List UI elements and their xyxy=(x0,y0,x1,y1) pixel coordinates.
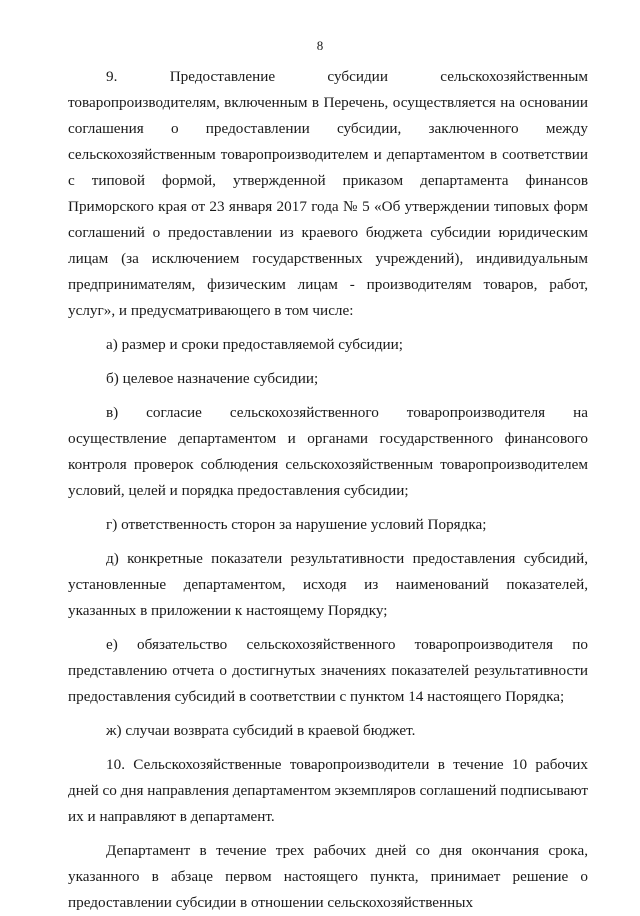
paragraph-subitem-g: г) ответственность сторон за нарушение условий Порядка; xyxy=(106,516,487,533)
page-number: 8 xyxy=(316,38,324,53)
paragraph-subitem-d: д) конкретные показатели результативности предоставления субсидий, установленные департаментом, исходя из наименований показателей, указанных в приложении к настоящему Порядку; xyxy=(68,550,588,619)
paragraph-subitem-e: е) обязательство сельскохозяйственного товаропроизводителя по представлению отчета о достигнутых значениях показателей результативности предоставления субсидий в соответствии с пунктом 14 настоящего Порядка; xyxy=(68,636,588,705)
paragraph-subitem-v: в) согласие сельскохозяйственного товаропроизводителя на осуществление департаментом и органами государственного финансового контроля проверок соблюдения сельскохозяйственным товаропроизводителем условий, целей и порядка предоставления субсидии; xyxy=(68,404,588,499)
document-body xyxy=(68,64,588,916)
paragraph-subitem-zh: ж) случаи возврата субсидий в краевой бюджет. xyxy=(106,722,416,739)
paragraph-department-decision: Департамент в течение трех рабочих дней со дня окончания срока, указанного в абзаце первом настоящего пункта, принимает решение о предоставлении субсидии в отношении сельскохозяйственных xyxy=(68,842,588,911)
paragraph-subitem-a: а) размер и сроки предоставляемой субсидии; xyxy=(106,336,404,353)
paragraph-item-9: 9. Предоставление субсидии сельскохозяйственным товаропроизводителям, включенным в Перечень, осуществляется на основании соглашения о предоставлении субсидии, заключенного между сельскохозяйственным товаропроизводителем и департаментом в соответствии с типовой формой, утвержденной приказом департамента финансов Приморского края от 23 января 2017 года № 5 «Об утверждении типовых форм соглашений о предоставлении из краевого бюджета субсидии юридическим лицам (за исключением государственных учреждений), индивидуальным предпринимателям, физическим лицам - производителям товаров, работ, услуг», и предусматривающего в том числе: xyxy=(68,68,588,319)
paragraph-subitem-b: б) целевое назначение субсидии; xyxy=(106,370,319,387)
paragraph-item-10: 10. Сельскохозяйственные товаропроизводители в течение 10 рабочих дней со дня направления департаментом экземпляров соглашений подписывают их и направляют в департамент. xyxy=(68,756,588,825)
